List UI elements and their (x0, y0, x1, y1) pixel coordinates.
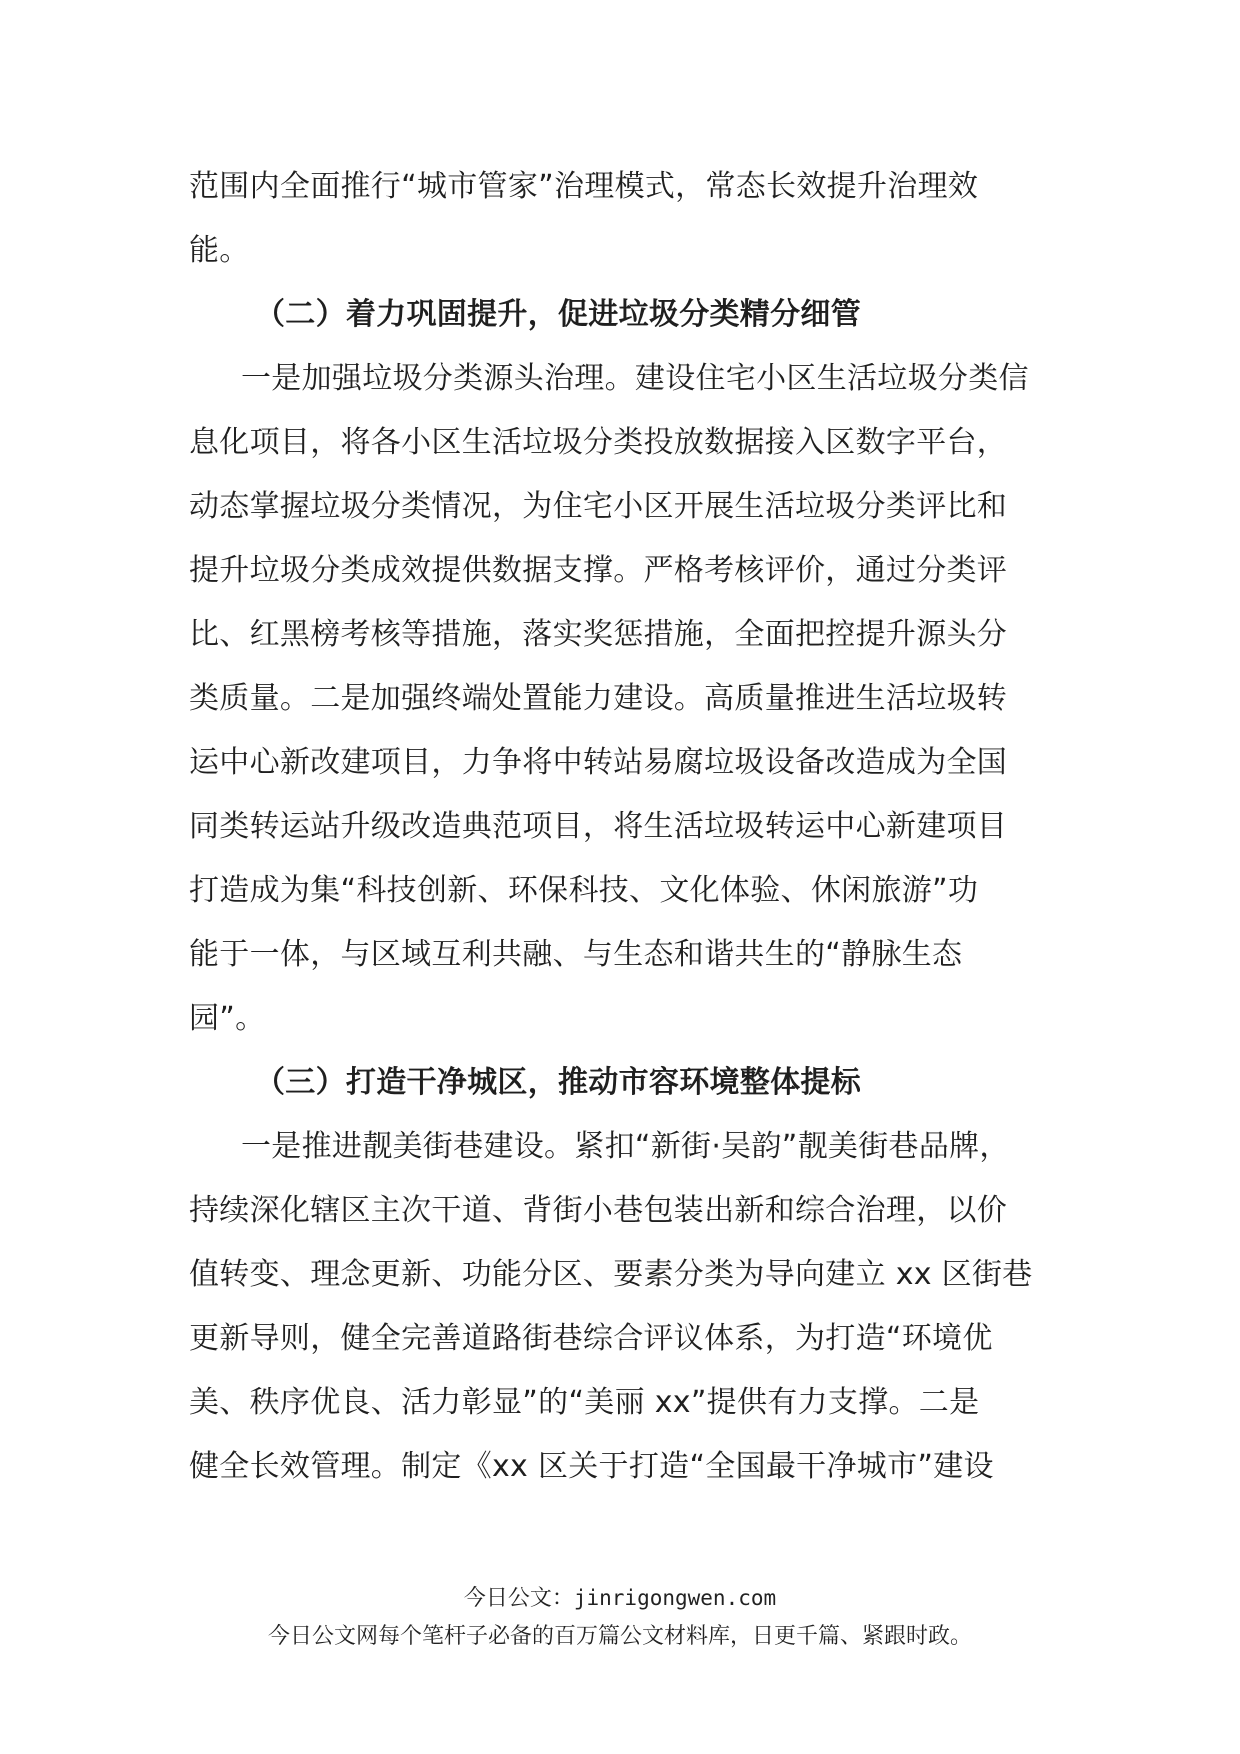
paragraph-line: 园”。 (189, 1001, 266, 1036)
paragraph-line: 更新导则，健全完善道路街巷综合评议体系，为打造“环境优 (189, 1321, 993, 1356)
paragraph-line: 比、红黑榜考核等措施，落实奖惩措施，全面把控提升源头分 (189, 617, 1008, 652)
section-heading-2: （二）着力巩固提升，促进垃圾分类精分细管 (255, 297, 861, 332)
paragraph-line: 运中心新改建项目，力争将中转站易腐垃圾设备改造成为全国 (189, 745, 1008, 780)
footer-site-url[interactable]: jinrigongwen.com (573, 1586, 777, 1610)
paragraph-line: 美、秩序优良、活力彰显”的“美丽 xx”提供有力支撑。二是 (189, 1385, 980, 1420)
paragraph-line: 类质量。二是加强终端处置能力建设。高质量推进生活垃圾转 (189, 681, 1008, 716)
paragraph-line: 能。 (189, 233, 250, 268)
paragraph-line: 动态掌握垃圾分类情况，为住宅小区开展生活垃圾分类评比和 (189, 489, 1008, 524)
paragraph-line: 范围内全面推行“城市管家”治理模式，常态长效提升治理效 (189, 169, 979, 204)
paragraph-line: 同类转运站升级改造典范项目，将生活垃圾转运中心新建项目 (189, 809, 1008, 844)
paragraph-line: 健全长效管理。制定《xx 区关于打造“全国最干净城市”建设 (189, 1449, 994, 1484)
section-heading-3: （三）打造干净城区，推动市容环境整体提标 (255, 1065, 861, 1100)
footer-slogan: 今日公文网每个笔杆子必备的百万篇公文材料库，日更千篇、紧跟时政。 (267, 1624, 972, 1649)
paragraph-line: 持续深化辖区主次干道、背街小巷包装出新和综合治理，以价 (189, 1193, 1008, 1228)
paragraph-line: 能于一体，与区域互利共融、与生态和谐共生的“静脉生态 (189, 937, 963, 972)
paragraph-line: 提升垃圾分类成效提供数据支撑。严格考核评价，通过分类评 (189, 553, 1008, 588)
paragraph-line: 一是推进靓美街巷建设。紧扣“新街·吴韵”靓美街巷品牌， (241, 1129, 1010, 1164)
paragraph-line: 息化项目，将各小区生活垃圾分类投放数据接入区数字平台， (189, 425, 1008, 460)
paragraph-line: 一是加强垃圾分类源头治理。建设住宅小区生活垃圾分类信 (241, 361, 1029, 396)
document-body (189, 155, 1054, 1499)
paragraph-line: 值转变、理念更新、功能分区、要素分类为导向建立 xx 区街巷 (189, 1257, 1033, 1292)
paragraph-line: 打造成为集“科技创新、环保科技、文化体验、休闲旅游”功 (189, 873, 979, 908)
footer-site-label: 今日公文： (463, 1586, 574, 1611)
footer-site-line (0, 1582, 1240, 1614)
